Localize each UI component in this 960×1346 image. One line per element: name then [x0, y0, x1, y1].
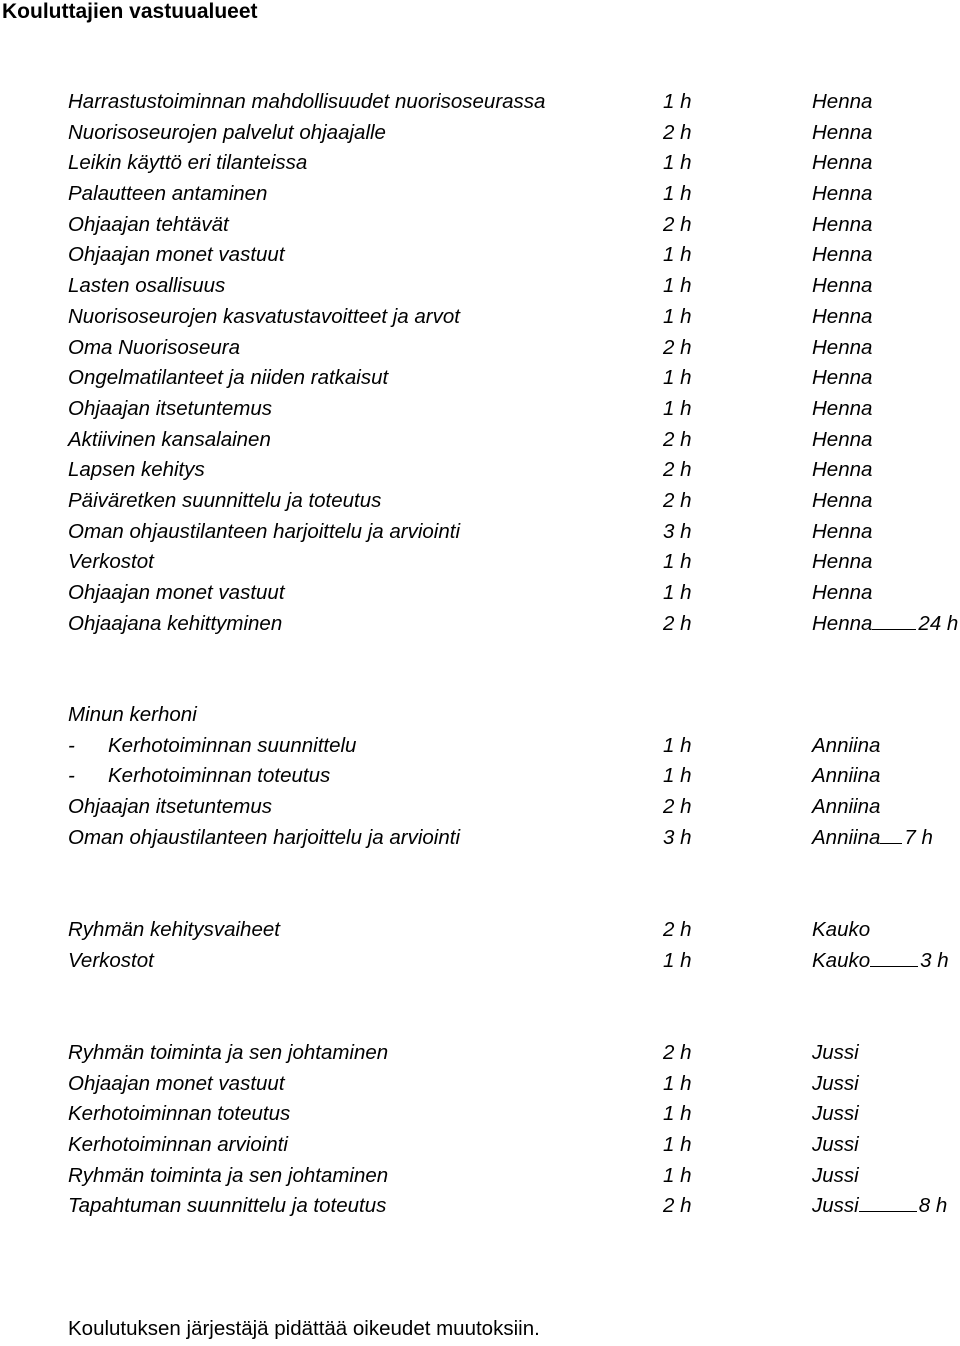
table-row	[0, 333, 960, 364]
topic-cell	[68, 1069, 285, 1100]
topic-cell	[68, 271, 225, 302]
teacher-cell	[812, 1038, 859, 1069]
topic-text: Ohjaajana kehittyminen	[68, 611, 283, 635]
table-row	[0, 731, 960, 762]
table-row	[0, 823, 960, 854]
teacher-cell	[812, 1161, 859, 1192]
topic-text: Kerhotoiminnan suunnittelu	[108, 733, 357, 757]
list-dash: -	[68, 733, 75, 757]
table-row	[0, 700, 960, 731]
table-row	[0, 517, 960, 548]
topic-text: Nuorisoseurojen palvelut ohjaajalle	[68, 120, 386, 144]
teacher-name: Henna	[812, 243, 873, 267]
hours-cell: 1 h	[663, 1163, 692, 1187]
topic-text: Palautteen antaminen	[68, 182, 268, 206]
table-row	[0, 394, 960, 425]
teacher-name: Henna	[812, 366, 873, 390]
table-row	[0, 792, 960, 823]
section-3	[0, 915, 960, 976]
teacher-name: Henna	[812, 212, 873, 236]
teacher-cell	[812, 455, 872, 486]
total-underline	[872, 609, 916, 630]
hours-cell: 2 h	[663, 427, 692, 451]
topic-cell	[68, 87, 545, 118]
topic-text: Ongelmatilanteet ja niiden ratkaisut	[68, 366, 389, 390]
table-row	[0, 179, 960, 210]
topic-text: Päiväretken suunnittelu ja toteutus	[68, 488, 382, 512]
hours-cell: 1 h	[663, 396, 692, 420]
hours-cell: 1 h	[663, 733, 692, 757]
section-total: 24 h	[918, 611, 959, 635]
topic-text: Oman ohjaustilanteen harjoittelu ja arviointi	[68, 825, 461, 849]
topic-text: Ohjaajan tehtävät	[68, 212, 229, 236]
topic-text: Kerhotoiminnan toteutus	[68, 1102, 291, 1126]
topic-cell	[68, 946, 154, 977]
teacher-cell	[812, 118, 872, 149]
table-row	[0, 302, 960, 333]
hours-cell: 1 h	[663, 581, 692, 604]
teacher-name: Anniina	[812, 733, 881, 757]
hours-cell: 1 h	[663, 764, 692, 788]
teacher-cell	[812, 1069, 859, 1100]
teacher-name: Henna	[812, 581, 873, 604]
table-row	[0, 1130, 960, 1161]
table-row	[0, 946, 960, 977]
hours-cell: 2 h	[663, 488, 692, 512]
topic-text: Ryhmän toiminta ja sen johtaminen	[68, 1041, 389, 1064]
topic-text: Oma Nuorisoseura	[68, 335, 241, 359]
topic-cell	[68, 148, 307, 179]
hours-cell: 2 h	[663, 1041, 692, 1064]
hours-cell: 1 h	[663, 182, 692, 206]
topic-cell	[68, 333, 240, 364]
teacher-name: Henna	[812, 427, 873, 451]
topic-cell	[68, 731, 356, 762]
teacher-name: Henna	[812, 151, 873, 175]
section-total: 8 h	[918, 1194, 948, 1218]
table-row	[0, 271, 960, 302]
hours-cell: 1 h	[663, 304, 692, 328]
teacher-name: Henna	[812, 182, 873, 206]
topic-text: Lapsen kehitys	[68, 458, 205, 482]
hours-cell: 1 h	[663, 90, 692, 113]
teacher-name: Henna	[812, 550, 873, 574]
teacher-cell	[812, 363, 872, 394]
teacher-name: Henna	[812, 396, 873, 420]
hours-cell: 3 h	[663, 825, 692, 849]
hours-cell: 1 h	[663, 1133, 692, 1157]
teacher-cell	[812, 271, 872, 302]
topic-cell	[68, 578, 285, 609]
topic-cell	[68, 486, 381, 517]
topic-cell	[68, 792, 272, 823]
teacher-name: Henna	[812, 458, 873, 482]
teacher-name: Henna	[812, 274, 873, 298]
topic-text: Tapahtuman suunnittelu ja toteutus	[68, 1194, 387, 1218]
table-row	[0, 761, 960, 792]
hours-cell: 1 h	[663, 1102, 692, 1126]
teacher-cell	[812, 148, 872, 179]
topic-text: Ryhmän toiminta ja sen johtaminen	[68, 1163, 389, 1187]
topic-text: Nuorisoseurojen kasvatustavoitteet ja arvot	[68, 304, 460, 328]
teacher-cell	[812, 915, 870, 946]
teacher-cell	[812, 1099, 859, 1130]
table-row	[0, 1069, 960, 1100]
table-row	[0, 425, 960, 456]
topic-text: Ohjaajan monet vastuut	[68, 1071, 285, 1095]
section-4	[0, 1038, 960, 1222]
teacher-cell	[812, 609, 958, 640]
section-1	[0, 87, 960, 639]
teacher-cell	[812, 792, 880, 823]
topic-cell	[68, 1161, 388, 1192]
teacher-cell	[812, 240, 872, 271]
teacher-name: Anniina	[812, 795, 881, 819]
table-row	[0, 1191, 960, 1222]
teacher-cell	[812, 578, 872, 609]
teacher-cell	[812, 731, 880, 762]
teacher-name: Jussi	[812, 1194, 859, 1218]
teacher-cell	[812, 547, 872, 578]
topic-cell	[68, 700, 197, 731]
teacher-cell	[812, 87, 872, 118]
topic-text: Verkostot	[68, 948, 154, 972]
topic-text: Ohjaajan monet vastuut	[68, 581, 285, 604]
teacher-name: Henna	[812, 90, 873, 113]
topic-cell	[68, 210, 229, 241]
topic-text: Verkostot	[68, 550, 154, 574]
topic-text: Oman ohjaustilanteen harjoittelu ja arviointi	[68, 519, 461, 543]
topic-cell	[68, 761, 330, 792]
table-row	[0, 578, 960, 609]
topic-cell	[68, 302, 460, 333]
teacher-name: Anniina	[812, 825, 881, 849]
table-row	[0, 1099, 960, 1130]
hours-cell: 2 h	[663, 335, 692, 359]
table-row	[0, 118, 960, 149]
topic-cell	[68, 425, 271, 456]
teacher-name: Henna	[812, 304, 873, 328]
topic-cell	[68, 915, 280, 946]
teacher-name: Henna	[812, 519, 873, 543]
teacher-cell	[812, 486, 872, 517]
teacher-cell	[812, 394, 872, 425]
teacher-name: Henna	[812, 335, 873, 359]
teacher-name: Kauko	[812, 918, 871, 941]
teacher-cell	[812, 333, 872, 364]
topic-text: Kerhotoiminnan toteutus	[108, 764, 331, 788]
total-underline	[859, 1191, 917, 1212]
total-underline	[880, 823, 902, 844]
teacher-name: Henna	[812, 611, 873, 635]
teacher-cell	[812, 761, 880, 792]
table-row	[0, 210, 960, 241]
teacher-cell	[812, 946, 949, 977]
topic-cell	[68, 1099, 290, 1130]
topic-cell	[68, 609, 282, 640]
topic-text: Lasten osallisuus	[68, 274, 226, 298]
table-row	[0, 609, 960, 640]
teacher-name: Jussi	[812, 1133, 859, 1157]
hours-cell: 2 h	[663, 611, 692, 635]
section-2	[0, 700, 960, 853]
topic-cell	[68, 1130, 288, 1161]
table-row	[0, 547, 960, 578]
table-row	[0, 455, 960, 486]
table-row	[0, 240, 960, 271]
topic-cell	[68, 823, 460, 854]
teacher-name: Henna	[812, 120, 873, 144]
topic-cell	[68, 394, 272, 425]
teacher-name: Henna	[812, 488, 873, 512]
hours-cell: 1 h	[663, 151, 692, 175]
total-underline	[870, 946, 918, 967]
teacher-cell	[812, 210, 872, 241]
topic-text: Ohjaajan monet vastuut	[68, 243, 285, 267]
list-dash: -	[68, 764, 75, 788]
teacher-cell	[812, 302, 872, 333]
teacher-name: Jussi	[812, 1163, 859, 1187]
hours-cell: 3 h	[663, 519, 692, 543]
hours-cell: 1 h	[663, 550, 692, 574]
teacher-cell	[812, 425, 872, 456]
teacher-cell	[812, 1130, 859, 1161]
teacher-name: Jussi	[812, 1041, 859, 1064]
hours-cell: 2 h	[663, 918, 692, 941]
topic-cell	[68, 455, 205, 486]
section-total: 7 h	[904, 825, 933, 849]
topic-text: Harrastustoiminnan mahdollisuudet nuorisoseurassa	[68, 90, 546, 113]
topic-text: Ohjaajan itsetuntemus	[68, 795, 272, 819]
topic-cell	[68, 240, 285, 271]
hours-cell: 1 h	[663, 243, 692, 267]
table-row	[0, 486, 960, 517]
topic-cell	[68, 517, 460, 548]
topic-text: Minun kerhoni	[68, 703, 197, 726]
topic-cell	[68, 363, 388, 394]
hours-cell: 1 h	[663, 948, 692, 972]
hours-cell: 2 h	[663, 120, 692, 144]
topic-cell	[68, 118, 386, 149]
topic-text: Kerhotoiminnan arviointi	[68, 1133, 288, 1157]
section-total: 3 h	[920, 948, 949, 972]
table-row	[0, 1161, 960, 1192]
topic-cell	[68, 547, 154, 578]
hours-cell: 2 h	[663, 795, 692, 819]
topic-cell	[68, 1191, 386, 1222]
table-row	[0, 1038, 960, 1069]
table-row	[0, 87, 960, 118]
teacher-cell	[812, 517, 872, 548]
hours-cell: 1 h	[663, 1071, 692, 1095]
table-row	[0, 363, 960, 394]
teacher-cell	[812, 179, 872, 210]
page-title: Kouluttajien vastuualueet	[2, 0, 258, 23]
teacher-cell	[812, 1191, 947, 1222]
hours-cell: 2 h	[663, 458, 692, 482]
teacher-name: Jussi	[812, 1102, 859, 1126]
topic-text: Leikin käyttö eri tilanteissa	[68, 151, 308, 175]
hours-cell: 2 h	[663, 212, 692, 236]
teacher-name: Jussi	[812, 1071, 859, 1095]
topic-text: Ryhmän kehitysvaiheet	[68, 918, 280, 941]
hours-cell: 2 h	[663, 1194, 692, 1218]
teacher-name: Kauko	[812, 948, 871, 972]
topic-cell	[68, 179, 267, 210]
table-row	[0, 148, 960, 179]
footer-note: Koulutuksen järjestäjä pidättää oikeudet muutoksiin.	[68, 1317, 540, 1340]
teacher-cell	[812, 823, 933, 854]
topic-text: Aktiivinen kansalainen	[68, 427, 271, 451]
topic-text: Ohjaajan itsetuntemus	[68, 396, 272, 420]
hours-cell: 1 h	[663, 274, 692, 298]
topic-cell	[68, 1038, 388, 1069]
teacher-name: Anniina	[812, 764, 881, 788]
hours-cell: 1 h	[663, 366, 692, 390]
table-row	[0, 915, 960, 946]
